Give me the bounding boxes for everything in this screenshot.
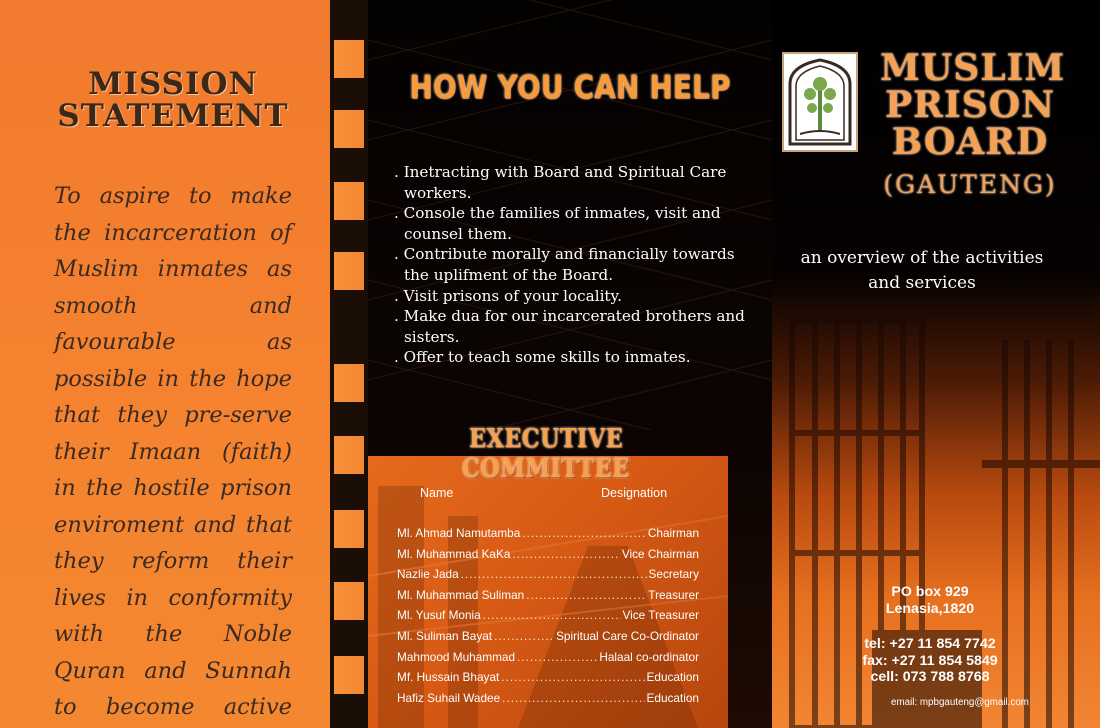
committee-title: EXECUTIVE COMMITTEE (462, 424, 630, 484)
film-strip-divider (330, 0, 368, 728)
mission-title-line1: MISSION (88, 66, 258, 102)
tagline (772, 246, 1072, 296)
member-name: Hafiz Suhail Wadee (397, 690, 501, 705)
member-designation: Education (646, 690, 699, 705)
member-designation: Treasurer (648, 587, 699, 602)
committee-row (397, 629, 699, 650)
member-name: Ml. Suliman Bayat (397, 628, 493, 643)
film-hole (334, 110, 364, 148)
org-name-line2: PRISON (884, 84, 1056, 126)
committee-row (397, 567, 699, 588)
committee-row (397, 650, 699, 671)
mission-panel (0, 0, 330, 728)
committee-row (397, 691, 699, 712)
committee-row (397, 670, 699, 691)
help-item: . Contribute morally and financially towards the uplifment of the Board. (394, 245, 735, 284)
cover-panel (772, 0, 1100, 728)
help-item: . Visit prisons of your locality. (394, 286, 622, 305)
film-hole (334, 582, 364, 620)
member-name: Ml. Ahmad Namutamba (397, 526, 521, 540)
member-designation: Vice Treasurer (622, 608, 699, 623)
tagline-line1: an overview of the activities (800, 248, 1044, 268)
film-hole (334, 510, 364, 548)
mosque-tree-icon (784, 54, 856, 150)
film-hole (334, 182, 364, 220)
fax: fax: +27 11 854 5849 (862, 652, 998, 669)
tagline-line2: and services (868, 273, 976, 293)
help-item: . Console the families of inmates, visit and counsel them. (394, 204, 721, 243)
help-title: HOW YOU CAN HELP (409, 68, 731, 106)
cellphone: cell: 073 788 8768 (870, 669, 990, 685)
member-designation: Chairman (647, 526, 699, 540)
help-item: . Inetracting with Board and Spiritual Care workers. (394, 163, 727, 202)
name-column-header: Name (420, 486, 454, 500)
member-designation: Spiritual Care Co-Ordinator (556, 628, 699, 643)
member-name: Mahmood Muhammad (397, 649, 516, 664)
member-designation: Education (646, 670, 699, 685)
org-name-line3: BOARD (891, 121, 1049, 163)
help-panel (368, 0, 772, 728)
member-designation: Vice Chairman (621, 546, 699, 561)
member-name: Nazlie Jada (397, 567, 459, 582)
po-box: PO box 929 (891, 584, 969, 600)
help-list (394, 162, 764, 368)
mission-title-line2: STATEMENT (57, 98, 289, 134)
member-name: Ml. Yusuf Monia (397, 608, 481, 623)
film-hole (334, 252, 364, 290)
committee-row (397, 608, 699, 629)
member-name: Mf. Hussain Bhayat (397, 670, 500, 685)
city: Lenasia,1820 (885, 600, 975, 617)
member-name: Ml. Muhammad Suliman (397, 587, 525, 602)
organization-name (880, 47, 1066, 163)
help-item: . Offer to teach some skills to inmates. (394, 348, 691, 367)
film-hole (334, 656, 364, 694)
contact-details (840, 584, 1020, 686)
org-name-line1: MUSLIM (880, 47, 1066, 89)
mission-text: To aspire to make the incarceration of Muslim inmates as smooth and favourable as possible in the hope that they pre-serve their Imaan (faith) in the hostile prison enviroment and that they reform their lives in conformity with the Noble Quran and Sunnah to become active (54, 183, 292, 720)
committee-list (397, 526, 699, 711)
mission-title (0, 68, 346, 132)
designation-column-header: Designation (601, 486, 668, 500)
committee-row (397, 588, 699, 609)
organization-region: (GAUTENG) (883, 170, 1057, 199)
committee-row (397, 526, 699, 547)
member-name: Ml. Muhammad KaKa (397, 546, 511, 561)
film-hole (334, 40, 364, 78)
member-designation: Halaal co-ordinator (599, 649, 699, 664)
committee-row (397, 547, 699, 568)
member-designation: Secretary (648, 567, 699, 582)
organization-logo (782, 52, 858, 152)
telephone: tel: +27 11 854 7742 (864, 636, 996, 652)
email: email: mpbgauteng@gmail.com (891, 697, 1029, 708)
film-hole (334, 436, 364, 474)
film-hole (334, 364, 364, 402)
help-item: . Make dua for our incarcerated brothers and sisters. (394, 307, 745, 346)
